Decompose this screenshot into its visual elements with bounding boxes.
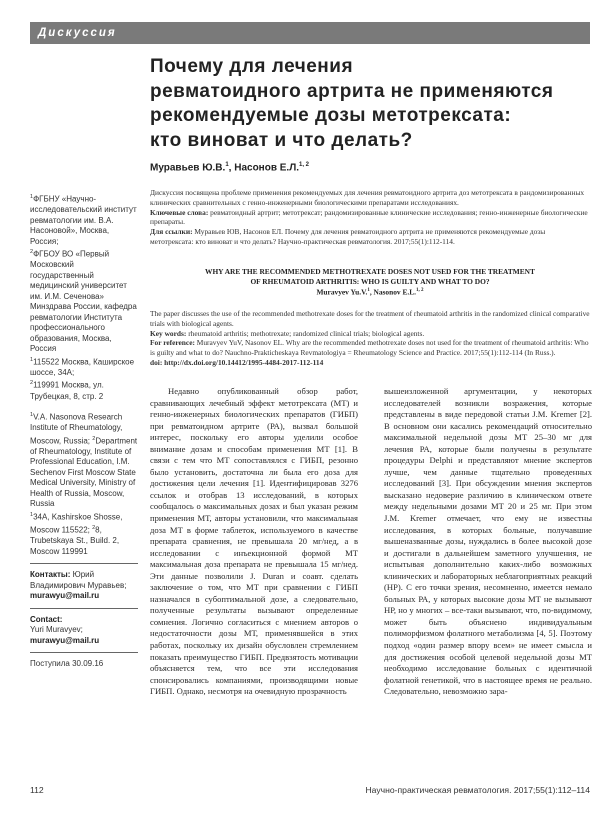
affiliations-sidebar: $^1$ФГБНУ «Научно-исследовательский институт ревматологии им. В.А. Насоновой», Москва, Россия; $^2$ФГБОУ ВО «Первый Московский государственный медицинский университет им. И.М. Сеченова» Минздрава России, кафедра ревматологии Института профессионального образования, Москва, Россия $^1$115522 Москва, Каширское шоссе, 34А; $^2$119991 Москва, ул. Трубецкая, 8, стр. 2 $^1$V.A. Nasonova Research Institute of Rheumatology, Moscow, Russia; $^2$Department of Rheumatology, Institute of Professional Education, I.M. Sechenov First Moscow State Medical University, Ministry of Health of Russia, Moscow, Russia $^1$34A, Kashirskoe Shosse, Moscow 115522; $^2$8, Trubetskaya St., Build. 2, Moscow 119991 Контакты: Юрий Владимирович Муравьев; murawyu@mail.ru Contact: Yuri Muravyev; murawyu@mail.ru Поступила 30.09.16 xyxy=(30,194,138,669)
affiliation-ru-1: ФГБНУ «Научно-исследовательский институт ревматологии им. В.А. Насоновой», Москва, Россия; xyxy=(30,194,137,246)
contacts-name: Юрий Владимирович Муравьев; xyxy=(30,570,127,590)
author-name: Насонов Е.Л. xyxy=(234,162,299,174)
received-date: Поступила 30.09.16 xyxy=(30,659,104,669)
author-en: Muravyev Yu.V. xyxy=(316,287,368,297)
body-column-2: вышеизложенной аргументации, у некоторых исследователей возникли возражения, которые представлены в виде передовой статьи J.M. Kremer [2]. В основном они касались рекомендаций относительно максимальной недельной дозы МТ 25–30 мг для лечения РА, которые были получены в результате процедуры Delphi и представляют мнение экспертов лучше, чем данные тщательно проведенных исследований [3]. При обсуждении мнения экспертов высказано недоверие различию в клиническом ответе между недельными дозами МТ 20 и 25 мг. При этом J.M. Kremer отмечает, что ему не известны исследования, в которых больные, получавшие вышеназванные дозы, нуждались в более высокой дозе и достигали в дальнейшем заметного улучшения, не испытывая дополнительно каких-либо возможных клинических и лабораторных неблагоприятных реакций (НР). С его точки зрения, несомненно, имеется немало больных РА, у которых высокие дозы МТ не вызывают НР, но у многих – все-таки вызывают, что, по-видимому, может быть объяснено индивидуальным полиморфизмом фолатного метаболизма [4, 5]. Поэтому подход «один размер впору всем» не имеет смысла и для достижения особой целевой недельной дозы МТ необходимо исследование больных с идентичной фолатной генетикой, что в настоящее время не реально. Следовательно, невозможно зара- xyxy=(384,386,592,697)
english-title-line: OF RHEUMATOID ARTHRITIS: WHO IS GUILTY AND WHAT TO DO? xyxy=(250,276,490,286)
citation-ru-label: Для ссылки: xyxy=(150,227,193,237)
address-en-2: 8, Trubetskaya St., Build. 2, Moscow 119991 xyxy=(30,525,120,556)
abstract-en-text: The paper discusses the use of the recommended methotrexate doses for the treatment of rheumatoid arthritis in the randomized clinical comparative trials with biological agents. xyxy=(150,309,590,328)
article-title xyxy=(150,55,590,153)
title-line: Почему для лечения xyxy=(150,56,354,77)
address-ru-1: 115522 Москва, Каширское шоссе, 34А; xyxy=(30,357,135,377)
author-en-affil: 1, 2 xyxy=(416,288,424,294)
title-line: ревматоидного артрита не применяются xyxy=(150,80,554,102)
english-title-block xyxy=(150,267,590,297)
author-en: Nasonov E.L. xyxy=(373,287,417,297)
abstract-ru xyxy=(150,188,590,247)
keywords-ru: ревматоидный артрит; метотрексат; рандомизированные клинические исследования; генно-инженерные биологические препараты. xyxy=(150,207,588,227)
affiliation-en-2: Department of Rheumatology, Institute of Professional Education, I.M. Sechenov First Moscow State Medical University, Ministry of Health of Russia, Moscow, Russia xyxy=(30,436,138,509)
english-title-line: WHY ARE THE RECOMMENDED METHOTREXATE DOSES NOT USED FOR THE TREATMENT xyxy=(205,267,535,276)
reference-en: Muravyev YuV, Nasonov EL. Why are the recommended methotrexate doses not used for the treatment of rheumatoid arthritis: Who is guilty and what to do? Nauchno-Prakticheskaya Revmatologiya = Rheumatology Science and Practice. 2017;55(1):112-114 (In Russ.). xyxy=(150,338,589,358)
keywords-ru-label: Ключевые слова: xyxy=(150,207,209,217)
author-affil: 1, 2 xyxy=(299,162,310,168)
contacts-email[interactable]: murawyu@mail.ru xyxy=(30,591,100,601)
sidebar-divider xyxy=(30,563,138,564)
section-header-bar xyxy=(30,22,590,44)
abstract-ru-text: Дискуссия посвящена проблеме применения рекомендуемых для лечения ревматоидного артрита доз метотрексата в рандомизированных клинических сравнительных с генно-инженерными биологическими препаратами исследованиях. xyxy=(150,188,585,207)
page-number: 112 xyxy=(30,785,44,795)
contact-email[interactable]: murawyu@mail.ru xyxy=(30,635,100,645)
authors xyxy=(150,162,309,173)
affiliation-ru-2: ФГБОУ ВО «Первый Московский государственный медицинский университет им. И.М. Сеченова» Минздрава России, кафедра ревматологии Института профессионального образования, Москва, Россия xyxy=(30,249,137,354)
body-column-1: Недавно опубликованный обзор работ, сравнивающих лечебный эффект метотрексата (МТ) и генно-инженерных биологических препаратов (ГИБП) при ревматоидном артрите (РА), вызвал большой интерес, поскольку его авторы уделили особое внимание дозам и способам применения МТ [1]. В связи с тем что МТ сопоставлялся с ГИБП, резонно было установить, достаточна ли была его доза для достижения цели лечения [1]. Идентифицировав 3276 ссылок и отобрав 13 исследований, в которых сообщалось о максимальных дозах и был указан режим применения МТ, авторы установили, что максимальная доза МТ в форме таблеток, используемого в качестве препарата сравнения, не превышала 20 мг/нед, а в исследовании с инъекционной формой МТ максимальная доза препарата не превышала 15 мг/нед. Эти данные позволили J. Duran и соавт. сделать заключение о том, что МТ при сравнении с ГИБП назначался в субоптимальной дозе, а следовательно, полученные результаты вызывают определенные сомнения. Логично согласиться с мнением авторов о недостаточности дозы МТ, применявшейся в этих работах, поскольку их дизайн обусловлен стремлением показать преимущество ГИБП. Предвзятость мотивации объясняется тем, что все эти исследования спонсировались компаниями, производящими новые ГИБП. Однако, несмотря на очевидную прозрачность xyxy=(150,386,358,697)
title-line: рекомендуемые дозы метотрексата: xyxy=(150,105,512,126)
author-name: Муравьев Ю.В. xyxy=(150,162,226,174)
address-ru-2: 119991 Москва, ул. Трубецкая, 8, стр. 2 xyxy=(30,381,104,401)
affiliation-en-1: V.A. Nasonova Research Institute of Rheumatology, Moscow, Russia; xyxy=(30,412,123,446)
section-label: Дискуссия xyxy=(38,27,117,39)
citation-ru: Муравьев ЮВ, Насонов ЕЛ. Почему для лечения ревматоидного артрита не применяются рекомендуемые дозы метотрексата: кто виноват и что делать? Научно-практическая ревматология. 2017;55(1):112-114. xyxy=(150,227,546,246)
author-sep: , xyxy=(228,162,235,174)
author-affil: 1 xyxy=(225,162,229,168)
address-en-1: 34A, Kashirskoe Shosse, Moscow 115522; xyxy=(30,512,123,535)
sidebar-divider xyxy=(30,608,138,609)
author-en-affil: 1 xyxy=(367,288,370,294)
abstract-en xyxy=(150,309,590,368)
contact-label: Contact: xyxy=(30,614,63,624)
contacts-label: Контакты: xyxy=(30,570,71,580)
contact-name: Yuri Muravyev; xyxy=(30,625,83,635)
author-en-sep: , xyxy=(369,287,374,297)
reference-en-label: For reference: xyxy=(150,338,195,348)
doi-link[interactable]: doi: http://dx.doi.org/10.14412/1995-4484-2017-112-114 xyxy=(150,357,324,367)
title-line: кто виноват и что делать? xyxy=(150,129,413,151)
journal-footer: Научно-практическая ревматология. 2017;55(1):112–114 xyxy=(365,785,590,795)
keywords-en: rheumatoid arthritis; methotrexate; randomized clinical trials; biological agents. xyxy=(186,328,425,338)
keywords-en-label: Key words: xyxy=(150,328,187,338)
sidebar-divider xyxy=(30,652,138,653)
